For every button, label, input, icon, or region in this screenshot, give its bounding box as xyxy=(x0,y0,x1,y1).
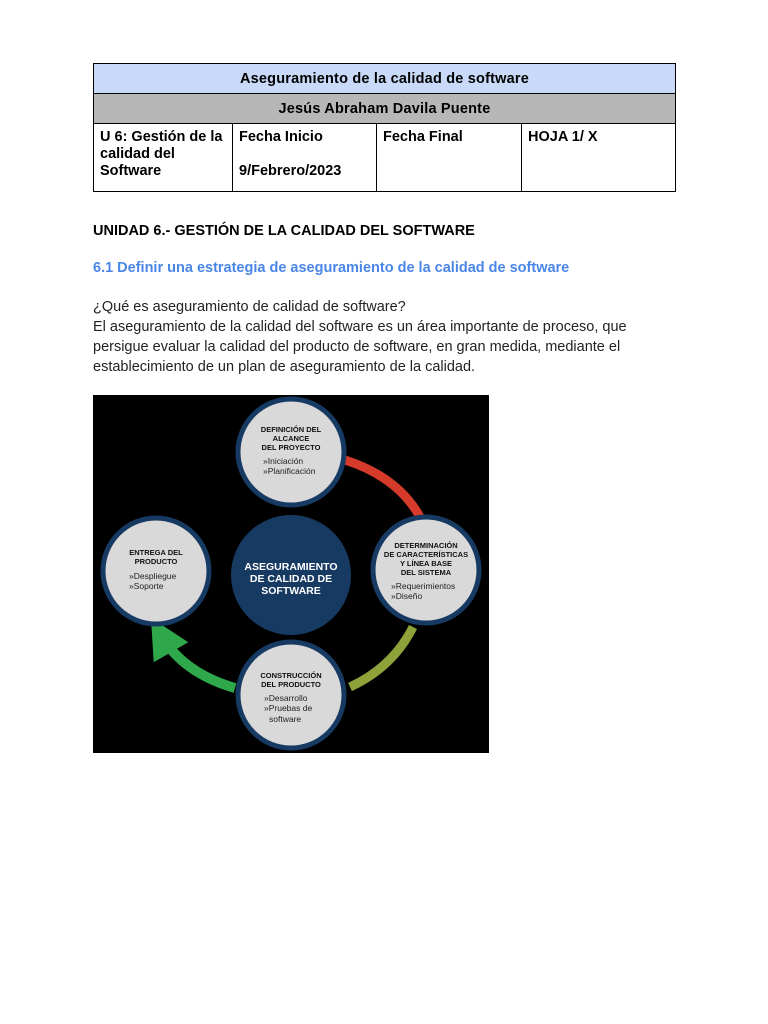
center-line-3: SOFTWARE xyxy=(261,585,321,597)
bottom-item-1: »Desarrollo xyxy=(264,693,308,703)
green-arrow xyxy=(161,635,235,688)
answer-line-1: El aseguramiento de la calidad del software es un área importante de proceso, que xyxy=(93,319,627,335)
start-date-value: 9/Febrero/2023 xyxy=(239,163,342,179)
course-title: Aseguramiento de la calidad de software xyxy=(94,64,676,94)
qa-cycle-svg xyxy=(93,395,489,753)
bottom-item-3: software xyxy=(269,714,302,724)
unit-line-1: U 6: Gestión de la xyxy=(100,129,223,145)
top-item-1: »Iniciación xyxy=(263,456,304,466)
node-scope-definition xyxy=(238,399,344,505)
top-item-2: »Planificación xyxy=(263,466,316,476)
node-product-construction xyxy=(238,642,344,748)
left-item-2: »Soporte xyxy=(129,581,164,591)
top-title-1: DEFINICIÓN DEL xyxy=(260,425,322,434)
left-title-2: PRODUCTO xyxy=(134,557,178,566)
top-title-2: ALCANCE xyxy=(272,434,310,443)
right-title-3: Y LÍNEA BASE xyxy=(399,559,453,568)
node-product-delivery xyxy=(103,518,209,624)
qa-cycle-diagram xyxy=(93,395,489,753)
bottom-title-1: CONSTRUCCIÓN xyxy=(260,671,322,680)
unit-heading: UNIDAD 6.- GESTIÓN DE LA CALIDAD DEL SOFTWARE xyxy=(93,223,475,239)
end-date-label: Fecha Final xyxy=(383,129,463,145)
right-title-1: DETERMINACIÓN xyxy=(394,541,458,550)
answer-line-2: persigue evaluar la calidad del producto de software, en gran medida, mediante el xyxy=(93,339,621,355)
right-item-1: »Requerimientos xyxy=(391,581,456,591)
top-title-3: DEL PROYECTO xyxy=(261,443,321,452)
right-item-2: »Diseño xyxy=(391,591,423,601)
start-date-cell xyxy=(233,124,377,192)
section-heading: 6.1 Definir una estrategia de aseguramiento de la calidad de software xyxy=(93,260,570,276)
center-line-1: ASEGURAMIENTO xyxy=(244,561,338,573)
olive-arc xyxy=(350,627,413,687)
right-title-2: DE CARACTERÍSTICAS xyxy=(383,550,469,559)
center-line-2: DE CALIDAD DE xyxy=(249,573,333,585)
header-table xyxy=(93,63,676,192)
left-item-1: »Despliegue xyxy=(129,571,177,581)
sheet-number: HOJA 1/ X xyxy=(528,129,598,145)
body-paragraph xyxy=(93,297,683,377)
right-title-4: DEL SISTEMA xyxy=(400,568,452,577)
bottom-item-2: »Pruebas de xyxy=(264,703,313,713)
left-title-1: ENTREGA DEL xyxy=(129,548,183,557)
red-arc xyxy=(345,460,420,517)
bottom-title-2: DEL PRODUCTO xyxy=(261,680,321,689)
unit-line-2: calidad del xyxy=(100,146,175,162)
question-line: ¿Qué es aseguramiento de calidad de software? xyxy=(93,299,406,315)
answer-line-3: establecimiento de un plan de aseguramiento de la calidad. xyxy=(93,359,476,375)
sheet-cell xyxy=(522,124,676,192)
start-date-label: Fecha Inicio xyxy=(239,129,323,145)
unit-cell xyxy=(94,124,233,192)
top-node-circle xyxy=(238,399,344,505)
node-characteristics xyxy=(373,517,479,623)
unit-line-3: Software xyxy=(100,163,162,179)
author-name: Jesús Abraham Davila Puente xyxy=(94,94,676,124)
end-date-cell xyxy=(377,124,522,192)
